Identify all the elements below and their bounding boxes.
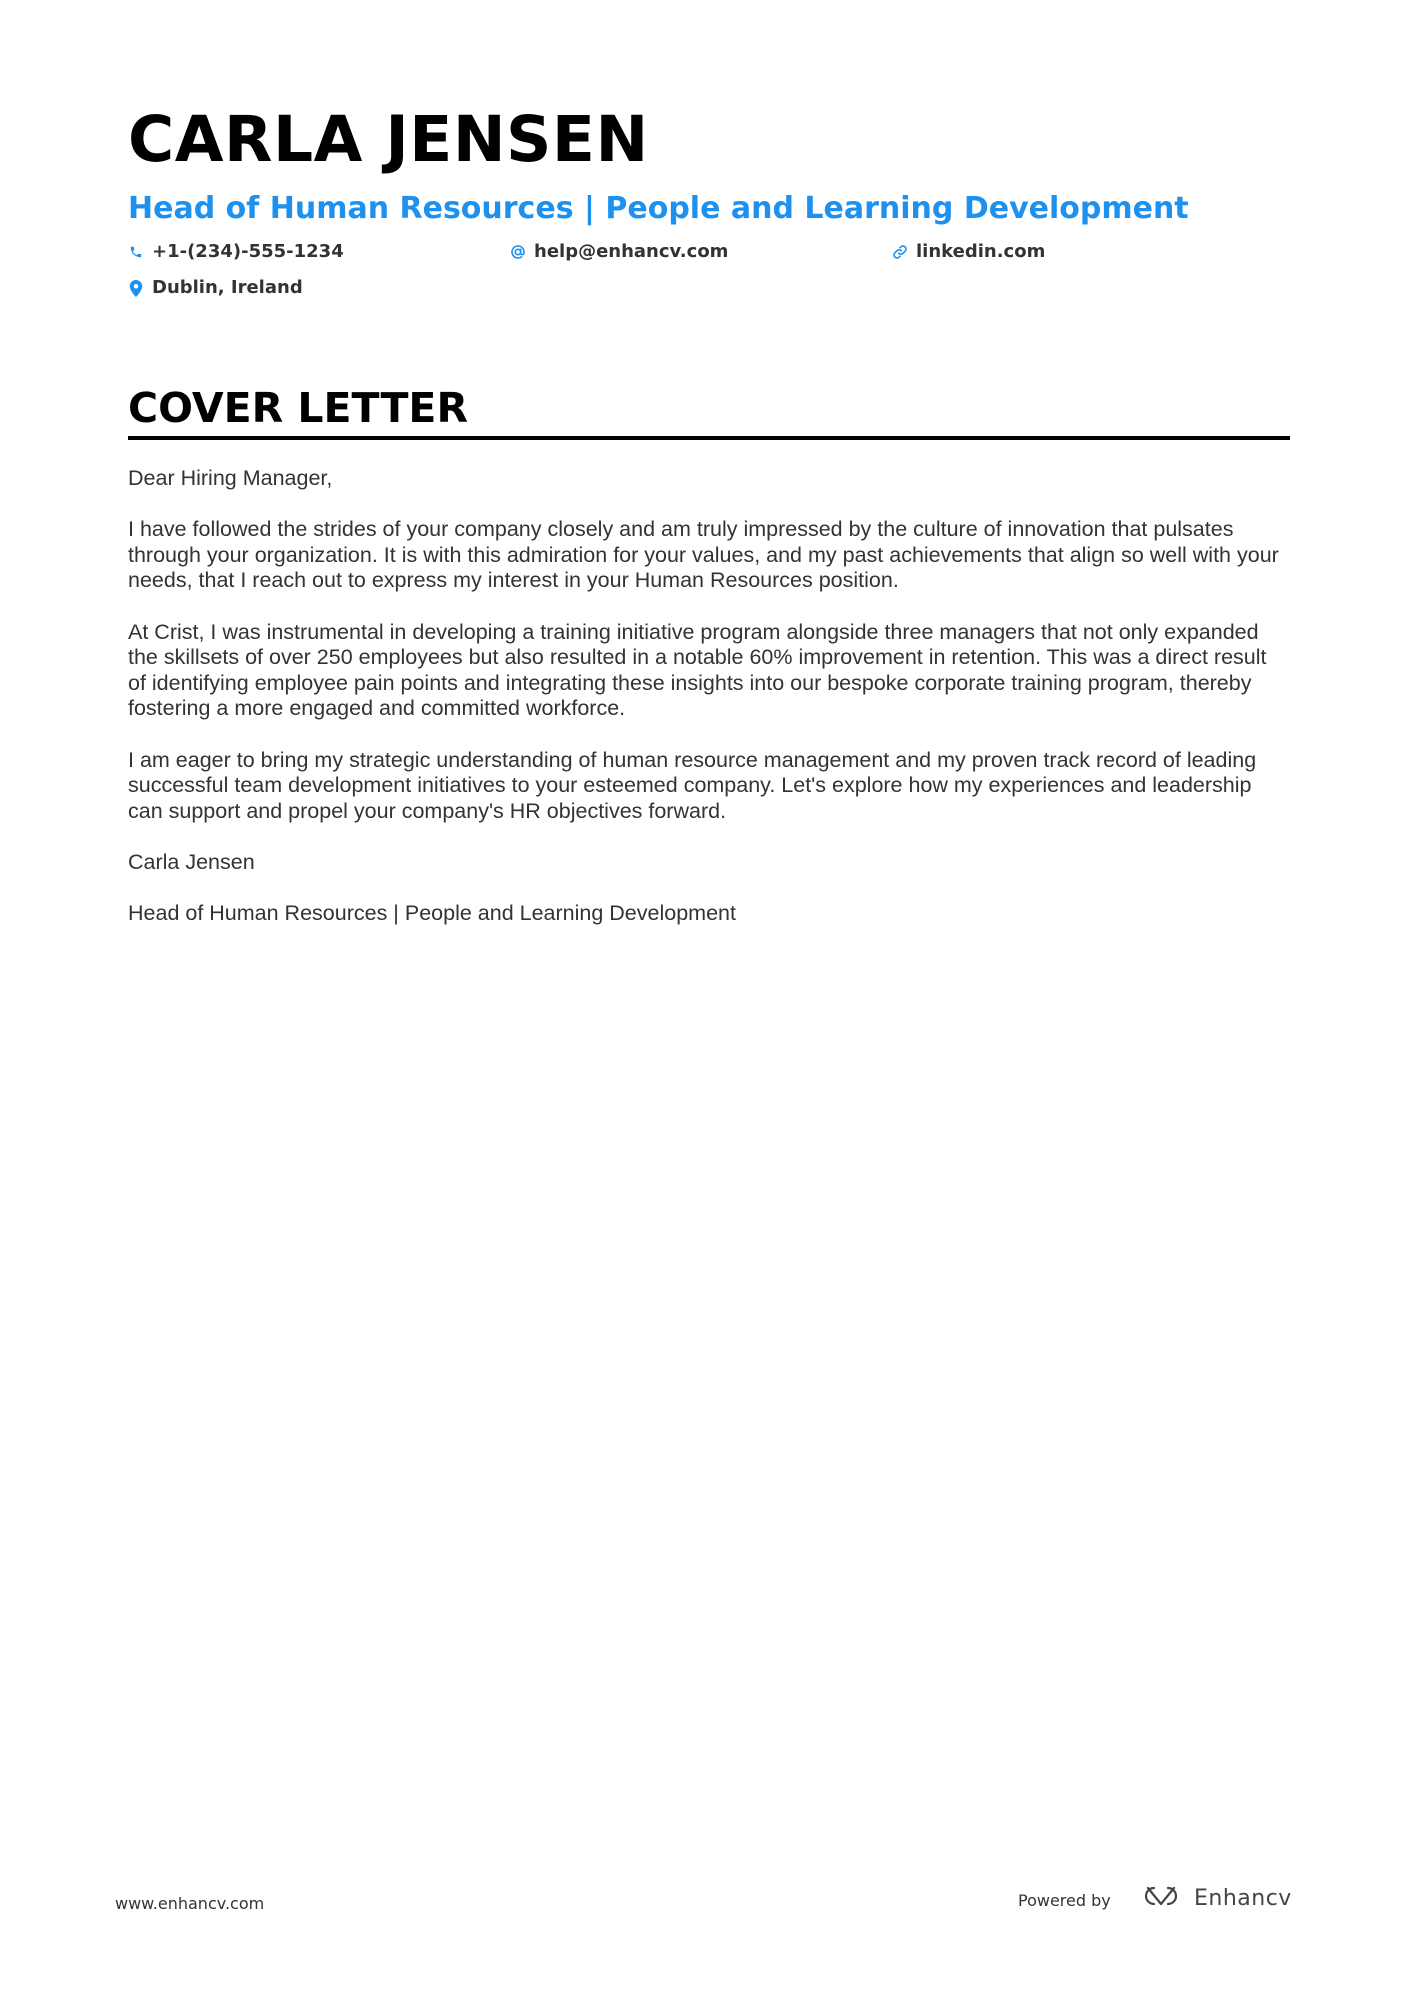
footer-powered-by: Powered by (1018, 1891, 1111, 1910)
letter-paragraph: I have followed the strides of your company closely and am truly impressed by the culture of innovation that pulsates through your organization. It is with this admiration for your values, and my past achievements that align so well with your needs, that I reach out to express my interest in your Human Resources position. (128, 517, 1279, 593)
letter-paragraph: At Crist, I was instrumental in developing a training initiative program alongside three managers that not only expanded the skillsets of over 250 employees but also resulted in a notable 60% improvement in retention. This was a direct result of identifying employee pain points and integrating these insights into our bespoke corporate training program, thereby fostering a more engaged and committed workforce. (128, 619, 1267, 721)
contact-email (510, 243, 728, 261)
letter-body (128, 466, 1290, 952)
enhancv-logo-icon (1138, 1884, 1184, 1913)
section-title: COVER LETTER (128, 384, 469, 432)
footer-brand: Enhancv (1194, 1886, 1292, 1911)
link-icon (892, 243, 908, 261)
contact-location (128, 279, 303, 297)
signature-title: Head of Human Resources | People and Learning Development (128, 901, 736, 926)
signature-name: Carla Jensen (128, 849, 255, 874)
section-divider (128, 436, 1290, 440)
at-icon (510, 243, 526, 261)
letter-greeting: Dear Hiring Manager, (128, 466, 333, 490)
location-text: Dublin, Ireland (152, 277, 303, 298)
footer-logo[interactable] (1138, 1884, 1292, 1913)
footer-url[interactable]: www.enhancv.com (115, 1894, 265, 1913)
contact-link (892, 243, 1045, 261)
candidate-headline: Head of Human Resources | People and Learning Development (128, 191, 1189, 226)
letter-paragraph: I am eager to bring my strategic understanding of human resource management and my proven track record of leading successful team development initiatives to your esteemed company. Let's explore how my experiences and leadership can support and propel your company's HR objectives forward. (128, 747, 1257, 823)
contact-phone (128, 243, 344, 261)
location-pin-icon (128, 279, 144, 297)
email-text[interactable]: help@enhancv.com (534, 241, 729, 262)
phone-text[interactable]: +1-(234)-555-1234 (152, 241, 344, 262)
link-text[interactable]: linkedin.com (916, 241, 1046, 262)
candidate-name: CARLA JENSEN (128, 103, 649, 176)
phone-icon (128, 243, 144, 261)
